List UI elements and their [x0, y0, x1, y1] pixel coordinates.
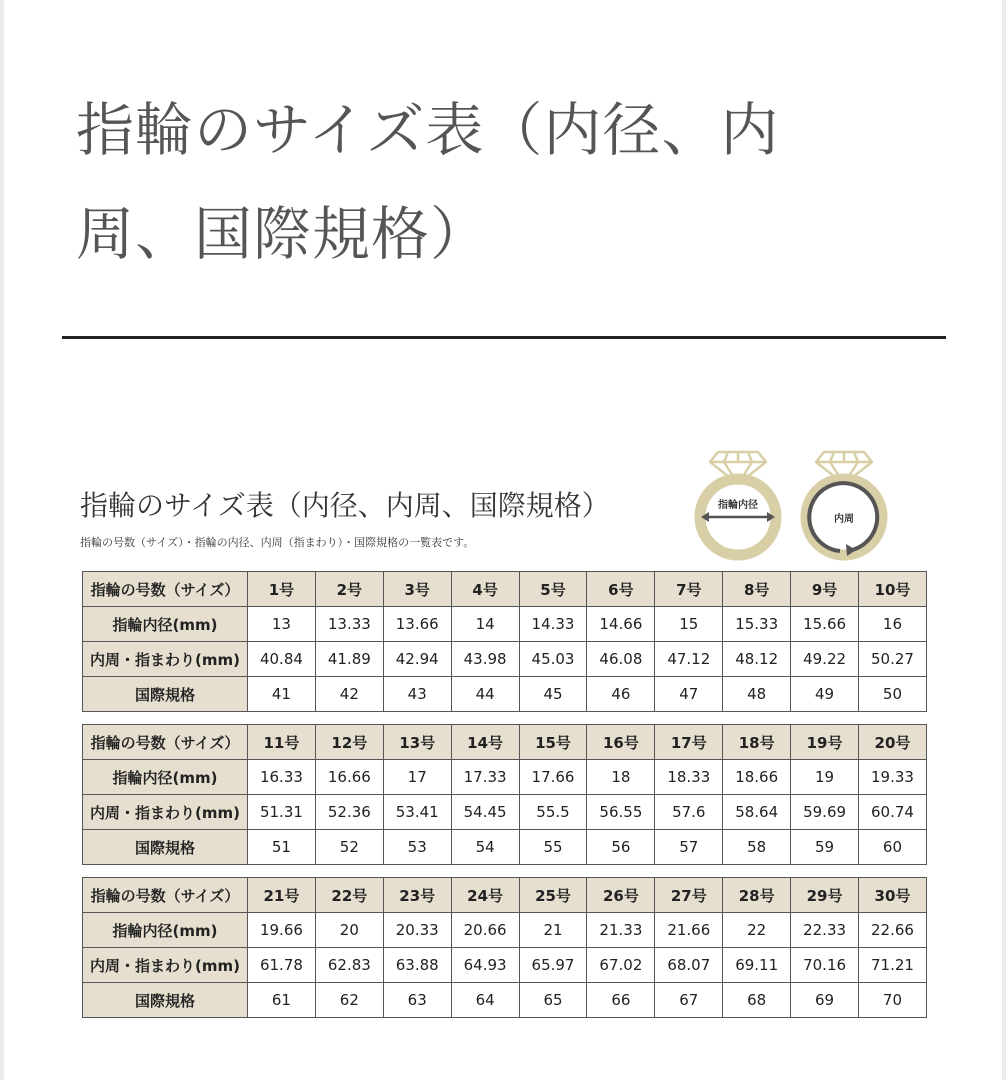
size-cell: 15号	[519, 725, 587, 760]
row-label-size: 指輪の号数（サイズ）	[83, 878, 248, 913]
size-cell: 27号	[655, 878, 723, 913]
inner-diameter-cell: 18.66	[723, 760, 791, 795]
size-table-1	[82, 571, 927, 712]
inner-circumference-cell: 63.88	[383, 948, 451, 983]
size-cell: 14号	[451, 725, 519, 760]
international-cell: 66	[587, 983, 655, 1018]
international-cell: 46	[587, 677, 655, 712]
size-cell: 2号	[315, 572, 383, 607]
inner-circumference-cell: 54.45	[451, 795, 519, 830]
page-title-line2: 周、国際規格）	[76, 200, 490, 268]
inner-circumference-cell: 58.64	[723, 795, 791, 830]
inner-diameter-cell: 21.33	[587, 913, 655, 948]
international-row	[83, 677, 927, 712]
chart-subtitle: 指輪の号数（サイズ）・指輪の内径、内周（指まわり）・国際規格の一覧表です。	[80, 536, 475, 549]
size-cell: 8号	[723, 572, 791, 607]
inner-diameter-cell: 16.33	[248, 760, 316, 795]
size-table-2	[82, 724, 927, 865]
row-label-size: 指輪の号数（サイズ）	[83, 572, 248, 607]
size-cell: 11号	[248, 725, 316, 760]
international-cell: 42	[315, 677, 383, 712]
size-cell: 28号	[723, 878, 791, 913]
inner-diameter-cell: 19.66	[248, 913, 316, 948]
inner-diameter-cell: 17.66	[519, 760, 587, 795]
size-cell: 10号	[859, 572, 927, 607]
size-cell: 30号	[859, 878, 927, 913]
left-edge	[0, 0, 4, 1080]
inner-diameter-cell: 22.33	[791, 913, 859, 948]
international-cell: 52	[315, 830, 383, 865]
inner-circumference-cell: 47.12	[655, 642, 723, 677]
international-cell: 41	[248, 677, 316, 712]
size-cell: 21号	[248, 878, 316, 913]
title-divider	[62, 336, 946, 339]
inner-diameter-cell: 14.33	[519, 607, 587, 642]
inner-diameter-cell: 21.66	[655, 913, 723, 948]
inner-diameter-row	[83, 760, 927, 795]
inner-diameter-cell: 14	[451, 607, 519, 642]
inner-circumference-cell: 69.11	[723, 948, 791, 983]
size-cell: 22号	[315, 878, 383, 913]
chart-title: 指輪のサイズ表（内径、内周、国際規格）	[80, 489, 610, 522]
inner-circumference-cell: 50.27	[859, 642, 927, 677]
inner-diameter-cell: 22	[723, 913, 791, 948]
ring-inner-circumference-label: 内周	[834, 514, 854, 525]
inner-circumference-cell: 43.98	[451, 642, 519, 677]
inner-circumference-cell: 68.07	[655, 948, 723, 983]
size-cell: 17号	[655, 725, 723, 760]
right-edge	[1002, 0, 1006, 1080]
inner-diameter-cell: 15	[655, 607, 723, 642]
inner-diameter-cell: 16.66	[315, 760, 383, 795]
international-cell: 49	[791, 677, 859, 712]
page-title-line1: 指輪のサイズ表（内径、内	[76, 96, 780, 164]
inner-diameter-cell: 13	[248, 607, 316, 642]
size-cell: 12号	[315, 725, 383, 760]
size-cell: 24号	[451, 878, 519, 913]
row-label-inner-circumference: 内周・指まわり(mm)	[83, 795, 248, 830]
inner-circumference-row	[83, 642, 927, 677]
international-cell: 61	[248, 983, 316, 1018]
international-cell: 70	[859, 983, 927, 1018]
inner-diameter-row	[83, 607, 927, 642]
inner-circumference-cell: 41.89	[315, 642, 383, 677]
inner-circumference-cell: 67.02	[587, 948, 655, 983]
inner-diameter-cell: 19.33	[859, 760, 927, 795]
size-cell: 23号	[383, 878, 451, 913]
inner-circumference-cell: 62.83	[315, 948, 383, 983]
row-label-inner-diameter: 指輪内径(mm)	[83, 760, 248, 795]
international-cell: 60	[859, 830, 927, 865]
inner-diameter-cell: 13.33	[315, 607, 383, 642]
inner-diameter-cell: 16	[859, 607, 927, 642]
inner-circumference-cell: 56.55	[587, 795, 655, 830]
size-cell: 1号	[248, 572, 316, 607]
size-row	[83, 572, 927, 607]
inner-diameter-cell: 21	[519, 913, 587, 948]
international-cell: 69	[791, 983, 859, 1018]
inner-circumference-cell: 61.78	[248, 948, 316, 983]
inner-diameter-row	[83, 913, 927, 948]
inner-circumference-row	[83, 948, 927, 983]
size-cell: 13号	[383, 725, 451, 760]
size-cell: 26号	[587, 878, 655, 913]
inner-diameter-cell: 15.66	[791, 607, 859, 642]
ring-inner-circumference-icon	[794, 440, 894, 565]
row-label-international: 国際規格	[83, 830, 248, 865]
international-row	[83, 983, 927, 1018]
row-label-inner-diameter: 指輪内径(mm)	[83, 913, 248, 948]
inner-diameter-cell: 20.66	[451, 913, 519, 948]
international-cell: 64	[451, 983, 519, 1018]
international-cell: 55	[519, 830, 587, 865]
row-label-inner-diameter: 指輪内径(mm)	[83, 607, 248, 642]
row-label-international: 国際規格	[83, 677, 248, 712]
ring-inner-diameter-icon	[688, 440, 788, 565]
inner-circumference-cell: 53.41	[383, 795, 451, 830]
international-row	[83, 830, 927, 865]
inner-diameter-cell: 14.66	[587, 607, 655, 642]
international-cell: 43	[383, 677, 451, 712]
international-cell: 67	[655, 983, 723, 1018]
international-cell: 68	[723, 983, 791, 1018]
size-table-3	[82, 877, 927, 1018]
inner-circumference-cell: 57.6	[655, 795, 723, 830]
inner-diameter-cell: 20	[315, 913, 383, 948]
size-cell: 29号	[791, 878, 859, 913]
inner-diameter-cell: 13.66	[383, 607, 451, 642]
ring-inner-diameter-label: 指輪内径	[718, 500, 758, 511]
inner-circumference-cell: 46.08	[587, 642, 655, 677]
size-cell: 6号	[587, 572, 655, 607]
page-title	[76, 78, 876, 286]
inner-circumference-cell: 40.84	[248, 642, 316, 677]
inner-circumference-cell: 55.5	[519, 795, 587, 830]
international-cell: 62	[315, 983, 383, 1018]
international-cell: 63	[383, 983, 451, 1018]
size-row	[83, 725, 927, 760]
international-cell: 50	[859, 677, 927, 712]
size-cell: 9号	[791, 572, 859, 607]
international-cell: 51	[248, 830, 316, 865]
inner-circumference-cell: 64.93	[451, 948, 519, 983]
inner-circumference-cell: 71.21	[859, 948, 927, 983]
international-cell: 56	[587, 830, 655, 865]
size-cell: 3号	[383, 572, 451, 607]
international-cell: 45	[519, 677, 587, 712]
row-label-inner-circumference: 内周・指まわり(mm)	[83, 642, 248, 677]
size-cell: 5号	[519, 572, 587, 607]
inner-diameter-cell: 17.33	[451, 760, 519, 795]
size-cell: 7号	[655, 572, 723, 607]
inner-diameter-cell: 22.66	[859, 913, 927, 948]
inner-circumference-cell: 45.03	[519, 642, 587, 677]
inner-circumference-cell: 65.97	[519, 948, 587, 983]
size-cell: 4号	[451, 572, 519, 607]
size-cell: 19号	[791, 725, 859, 760]
size-cell: 18号	[723, 725, 791, 760]
size-cell: 16号	[587, 725, 655, 760]
inner-diameter-cell: 18.33	[655, 760, 723, 795]
inner-circumference-cell: 52.36	[315, 795, 383, 830]
inner-circumference-row	[83, 795, 927, 830]
inner-circumference-cell: 60.74	[859, 795, 927, 830]
international-cell: 58	[723, 830, 791, 865]
inner-circumference-cell: 42.94	[383, 642, 451, 677]
size-cell: 20号	[859, 725, 927, 760]
inner-diameter-cell: 17	[383, 760, 451, 795]
inner-diameter-cell: 19	[791, 760, 859, 795]
international-cell: 57	[655, 830, 723, 865]
inner-circumference-cell: 51.31	[248, 795, 316, 830]
size-cell: 25号	[519, 878, 587, 913]
international-cell: 65	[519, 983, 587, 1018]
international-cell: 48	[723, 677, 791, 712]
inner-circumference-cell: 59.69	[791, 795, 859, 830]
size-row	[83, 878, 927, 913]
international-cell: 54	[451, 830, 519, 865]
inner-diameter-cell: 15.33	[723, 607, 791, 642]
inner-diameter-cell: 20.33	[383, 913, 451, 948]
inner-circumference-cell: 49.22	[791, 642, 859, 677]
international-cell: 47	[655, 677, 723, 712]
inner-diameter-cell: 18	[587, 760, 655, 795]
international-cell: 53	[383, 830, 451, 865]
international-cell: 44	[451, 677, 519, 712]
inner-circumference-cell: 70.16	[791, 948, 859, 983]
row-label-international: 国際規格	[83, 983, 248, 1018]
inner-circumference-cell: 48.12	[723, 642, 791, 677]
row-label-size: 指輪の号数（サイズ）	[83, 725, 248, 760]
row-label-inner-circumference: 内周・指まわり(mm)	[83, 948, 248, 983]
international-cell: 59	[791, 830, 859, 865]
